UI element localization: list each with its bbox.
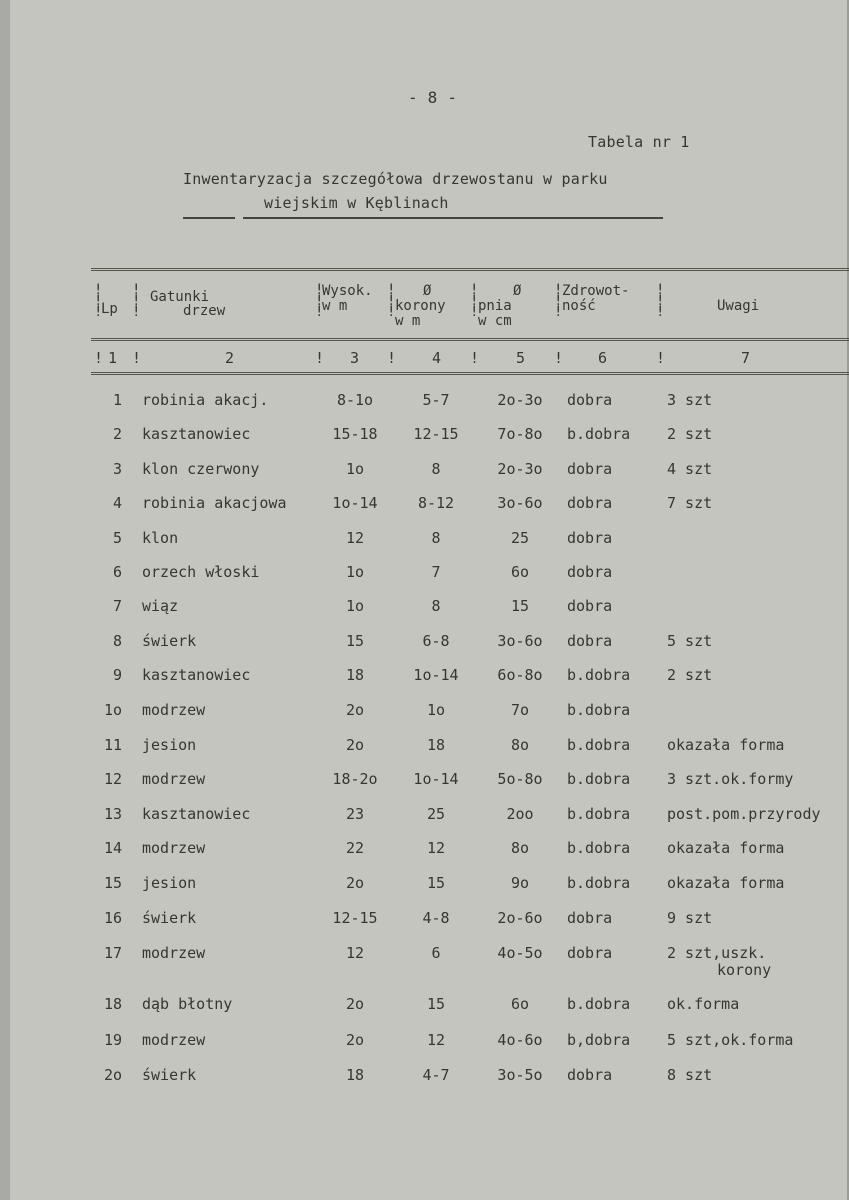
trunk-diameter: 4o-5o: [497, 944, 543, 962]
table-top-rule: [91, 268, 849, 271]
health-status: b.dobra: [567, 425, 631, 443]
trunk-diameter: 6o: [510, 995, 530, 1013]
crown-diameter: 6-8: [422, 632, 450, 650]
header-notes: Uwagi: [717, 298, 760, 314]
notes-text: post.pom.przyrody: [667, 805, 821, 823]
crown-diameter: 8: [431, 460, 441, 478]
species-name: klon: [142, 529, 179, 547]
column-numbers-rule: [91, 372, 849, 375]
health-status: dobra: [567, 1066, 613, 1084]
height-value: 1o: [345, 597, 365, 615]
species-name: świerk: [142, 632, 197, 650]
notes-text: 5 szt: [667, 632, 713, 650]
health-status: b.dobra: [567, 874, 631, 892]
health-status: b.dobra: [567, 805, 631, 823]
column-number: 5: [516, 349, 526, 367]
notes-text: 3 szt: [667, 391, 713, 409]
header-height-line2: w m: [322, 298, 348, 314]
species-name: orzech włoski: [142, 563, 260, 581]
height-value: 18: [345, 666, 365, 684]
crown-diameter: 6: [431, 944, 441, 962]
column-number: 4: [432, 349, 442, 367]
notes-text: okazała forma: [667, 874, 785, 892]
header-crown-line2: w m: [395, 313, 421, 329]
species-name: kasztanowiec: [142, 666, 251, 684]
title-underline: [243, 217, 663, 219]
crown-diameter: 15: [426, 995, 446, 1013]
trunk-diameter: 2oo: [506, 805, 534, 823]
trunk-diameter: 6o-8o: [497, 666, 543, 684]
notes-text: 5 szt,ok.forma: [667, 1031, 794, 1049]
height-value: 1o-14: [332, 494, 378, 512]
row-number: 2o: [103, 1066, 122, 1084]
species-name: jesion: [142, 736, 197, 754]
header-species-line2: drzew: [183, 303, 226, 319]
trunk-diameter: 2o-6o: [497, 909, 543, 927]
health-status: dobra: [567, 494, 613, 512]
crown-diameter: 8: [431, 597, 441, 615]
notes-text: okazała forma: [667, 736, 785, 754]
species-name: robinia akacjowa: [142, 494, 287, 512]
crown-diameter: 8-12: [417, 494, 455, 512]
height-value: 12-15: [332, 909, 378, 927]
height-value: 12: [345, 529, 365, 547]
row-number: 9: [112, 666, 122, 684]
column-number-separator: !: [656, 349, 666, 367]
species-name: świerk: [142, 909, 197, 927]
health-status: b.dobra: [567, 701, 631, 719]
crown-diameter: 12: [426, 839, 446, 857]
trunk-diameter: 3o-6o: [497, 632, 543, 650]
species-name: modrzew: [142, 1031, 206, 1049]
notes-text: 2 szt,uszk.: [667, 944, 767, 962]
species-name: dąb błotny: [142, 995, 233, 1013]
header-trunk-line1: pnia: [478, 298, 512, 314]
health-status: b.dobra: [567, 770, 631, 788]
health-status: dobra: [567, 944, 613, 962]
height-value: 12: [345, 944, 365, 962]
height-value: 2o: [345, 995, 365, 1013]
table-label: Tabela nr 1: [588, 133, 690, 151]
column-number-separators: !: [94, 349, 104, 367]
species-name: klon czerwony: [142, 460, 260, 478]
height-value: 2o: [345, 1031, 365, 1049]
row-number: 3: [112, 460, 122, 478]
health-status: dobra: [567, 391, 613, 409]
height-value: 22: [345, 839, 365, 857]
row-number: 14: [103, 839, 122, 857]
header-height-line1: Wysok.: [322, 283, 373, 299]
health-status: b.dobra: [567, 736, 631, 754]
header-health-line1: Zdrowot-: [562, 283, 630, 299]
crown-diameter: 12-15: [413, 425, 459, 443]
trunk-diameter: 5o-8o: [497, 770, 543, 788]
health-status: b.dobra: [567, 839, 631, 857]
species-name: modrzew: [142, 839, 206, 857]
height-value: 2o: [345, 874, 365, 892]
crown-diameter: 4-7: [422, 1066, 450, 1084]
species-name: kasztanowiec: [142, 425, 251, 443]
height-value: 15-18: [332, 425, 378, 443]
health-status: dobra: [567, 597, 613, 615]
height-value: 8-1o: [336, 391, 374, 409]
header-bottom-rule: [91, 338, 849, 341]
row-number: 18: [103, 995, 122, 1013]
health-status: dobra: [567, 563, 613, 581]
species-name: wiąz: [142, 597, 179, 615]
header-separator: ! ! !: [656, 282, 665, 320]
header-lp: Lp: [101, 301, 118, 317]
header-crown-symbol: Ø: [423, 283, 432, 299]
column-number-separator: !: [554, 349, 564, 367]
trunk-diameter: 8o: [510, 736, 530, 754]
crown-diameter: 15: [426, 874, 446, 892]
row-number: 16: [103, 909, 122, 927]
health-status: b.dobra: [567, 666, 631, 684]
trunk-diameter: 7o-8o: [497, 425, 543, 443]
notes-text: 2 szt: [667, 666, 713, 684]
title-underline-short: [183, 217, 235, 219]
row-number: 2: [112, 425, 122, 443]
crown-diameter: 12: [426, 1031, 446, 1049]
health-status: b.dobra: [567, 995, 631, 1013]
notes-text: 4 szt: [667, 460, 713, 478]
crown-diameter: 1o-14: [413, 666, 459, 684]
title-line-1: Inwentaryzacja szczegółowa drzewostanu w parku: [183, 170, 608, 188]
health-status: dobra: [567, 529, 613, 547]
row-number: 7: [112, 597, 122, 615]
trunk-diameter: 8o: [510, 839, 530, 857]
title-line-2: wiejskim w Kęblinach: [264, 194, 449, 212]
health-status: b,dobra: [567, 1031, 631, 1049]
notes-text: 3 szt.ok.formy: [667, 770, 794, 788]
height-value: 1o: [345, 460, 365, 478]
health-status: dobra: [567, 460, 613, 478]
crown-diameter: 8: [431, 529, 441, 547]
trunk-diameter: 4o-6o: [497, 1031, 543, 1049]
trunk-diameter: 9o: [510, 874, 530, 892]
trunk-diameter: 25: [510, 529, 530, 547]
row-number: 1o: [103, 701, 122, 719]
column-number-separator: !: [470, 349, 480, 367]
header-trunk-symbol: Ø: [513, 283, 522, 299]
species-name: robinia akacj.: [142, 391, 269, 409]
column-number: 6: [598, 349, 608, 367]
height-value: 15: [345, 632, 365, 650]
document-page: [10, 0, 849, 1200]
row-number: 11: [103, 736, 122, 754]
notes-text-continuation: korony: [717, 961, 772, 979]
species-name: modrzew: [142, 701, 206, 719]
header-separator: ! ! !: [315, 282, 324, 320]
crown-diameter: 4-8: [422, 909, 450, 927]
height-value: 23: [345, 805, 365, 823]
crown-diameter: 25: [426, 805, 446, 823]
species-name: kasztanowiec: [142, 805, 251, 823]
trunk-diameter: 2o-3o: [497, 391, 543, 409]
column-number-separator: !: [315, 349, 325, 367]
row-number: 15: [103, 874, 122, 892]
row-number: 8: [112, 632, 122, 650]
column-number: 7: [741, 349, 751, 367]
trunk-diameter: 6o: [510, 563, 530, 581]
notes-text: okazała forma: [667, 839, 785, 857]
crown-diameter: 1o: [426, 701, 446, 719]
height-value: 2o: [345, 701, 365, 719]
notes-text: 2 szt: [667, 425, 713, 443]
trunk-diameter: 2o-3o: [497, 460, 543, 478]
column-number: 3: [350, 349, 360, 367]
header-separator: ! ! !: [387, 282, 396, 320]
trunk-diameter: 15: [510, 597, 530, 615]
health-status: dobra: [567, 632, 613, 650]
species-name: świerk: [142, 1066, 197, 1084]
column-number-separator: !: [132, 349, 142, 367]
page-number: - 8 -: [408, 88, 458, 107]
crown-diameter: 5-7: [422, 391, 450, 409]
header-separator: ! ! !: [554, 282, 563, 320]
notes-text: 9 szt: [667, 909, 713, 927]
column-number: 2: [225, 349, 235, 367]
crown-diameter: 7: [431, 563, 441, 581]
row-number: 1: [112, 391, 122, 409]
column-number: 1: [108, 349, 118, 367]
trunk-diameter: 3o-5o: [497, 1066, 543, 1084]
header-separator: ! ! !: [470, 282, 479, 320]
trunk-diameter: 7o: [510, 701, 530, 719]
crown-diameter: 18: [426, 736, 446, 754]
notes-text: 8 szt: [667, 1066, 713, 1084]
header-trunk-line2: w cm: [478, 313, 512, 329]
row-number: 19: [103, 1031, 122, 1049]
header-crown-line1: korony: [395, 298, 446, 314]
species-name: modrzew: [142, 770, 206, 788]
header-species-line1: Gatunki: [150, 289, 210, 305]
height-value: 2o: [345, 736, 365, 754]
crown-diameter: 1o-14: [413, 770, 459, 788]
row-number: 5: [112, 529, 122, 547]
notes-text: 7 szt: [667, 494, 713, 512]
notes-text: ok.forma: [667, 995, 740, 1013]
row-number: 12: [103, 770, 122, 788]
row-number: 17: [103, 944, 122, 962]
header-separator: ! ! !: [94, 282, 103, 320]
row-number: 4: [112, 494, 122, 512]
trunk-diameter: 3o-6o: [497, 494, 543, 512]
row-number: 6: [112, 563, 122, 581]
header-health-line2: ność: [562, 298, 596, 314]
species-name: jesion: [142, 874, 197, 892]
height-value: 18-2o: [332, 770, 378, 788]
species-name: modrzew: [142, 944, 206, 962]
height-value: 18: [345, 1066, 365, 1084]
header-separator: ! ! !: [132, 282, 141, 320]
health-status: dobra: [567, 909, 613, 927]
row-number: 13: [103, 805, 122, 823]
height-value: 1o: [345, 563, 365, 581]
column-number-separator: !: [387, 349, 397, 367]
